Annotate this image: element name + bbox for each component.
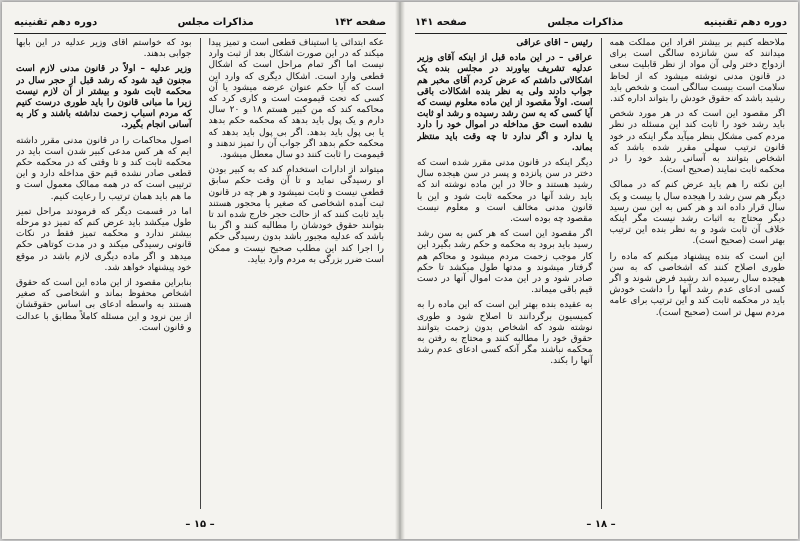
left-page-footer: – ۱۵ – bbox=[185, 519, 215, 530]
right-page-header bbox=[415, 14, 787, 30]
left-page-title: مذاکرات مجلس bbox=[177, 16, 254, 28]
paragraph: بنابراین مقصود از این ماده این است که حقوق اشخاص محفوظ بماند و اشخاصی که صغیر هستند به واسطه ادعای بی اساس حقوقشان از بین نرود و این مسئله کاملاً مطابق با عدالت و قانون است. bbox=[16, 278, 192, 333]
left-page-number: صفحه ۱۴۲ bbox=[334, 16, 386, 28]
left-header-rule bbox=[14, 33, 386, 34]
right-page bbox=[407, 2, 795, 539]
left-page-session: دوره دهم تقنینیه bbox=[14, 16, 98, 28]
speaker-paragraph: وزیر عدلیه – اولاً در قانون مدنی لازم است مجنون قید شود که رشد قبل از حجر سال در محکمه ثابت شود و بیشتر از آن لازم نیست زیرا ما مبانی قانون را باید طوری درست کنیم که مردم اسباب زحمت نداشته باشند و کار به آسانی انجام بگیرد. bbox=[16, 64, 192, 131]
left-page-column-left bbox=[16, 38, 194, 509]
paragraph: ملاحظه کنیم بر بیشتر افراد این مملکت همه میدانند که سن شانزده سالگی است برای ازدواج دختر ولی آن مواد از نظر قابلیت سعی در قانون مدنی نوشته میشود که از لحاظ سلامت است بیست سالگی است و شخص باید رشید باشد که حقوق خودش را بتواند اداره کند. bbox=[609, 38, 785, 105]
paragraph: دیگر اینکه در قانون مدنی مقرر شده است که دختر در سن پانزده و پسر در سن هیجده سال رشید هستند و حالا در این ماده نوشته اند که باید رشد آنها در محکمه ثابت شود و این با قانون مدنی مخالف است و معلوم نیست مقصود چه بوده است. bbox=[417, 158, 593, 225]
right-page-column-right bbox=[608, 38, 786, 509]
paragraph: بود که خواستم آقای وزیر عدلیه در این بابها جوابی بدهند. bbox=[16, 38, 192, 60]
right-page-number: صفحه ۱۴۱ bbox=[415, 16, 467, 28]
speaker-paragraph: عراقی – در این ماده قبل از اینکه آقای وزیر عدلیه تشریف بیاورند در مجلس بنده یک اشکالاتی داشتم که عرض کردم آقای مخبر هم جواب دادند ولی به نظر بنده اشکالات باقی است. اولاً مقصود از این ماده معلوم نیست که آیا کسی که به سن رشد رسیده و رشد او ثابت نشده است حق مداخله در اموال خود را دارد یا ندارد و اگر ندارد تا چه وقت باید منتظر بماند. bbox=[417, 53, 593, 153]
left-page-body bbox=[16, 38, 384, 509]
right-header-rule bbox=[415, 33, 787, 34]
left-page-column-right bbox=[207, 38, 385, 509]
right-page-footer: – ۱۸ – bbox=[586, 519, 616, 530]
column-divider bbox=[601, 38, 602, 509]
paragraph: اگر مقصود این است که در هر مورد شخص باید رشد خود را ثابت کند این مسئله در نظر مردم کمی مشکل بنظر میآید مگر اینکه در خود قانون ترتیب سهلی مقرر شده باشد که اشخاص بتوانند به آسانی رشد خود را در محکمه ثابت نمایند (صحیح است). bbox=[609, 109, 785, 176]
paragraph: اما در قسمت دیگر که فرمودند مراحل تمیز طول میکشد باید عرض کنم که تمیز دو مرحله بیشتر ندارد و محکمه تمیز فقط در نکات قانونی رسیدگی میکند و در مدت کوتاهی حکم میدهد و اگر ماده دیگری لازم باشد در موقع خود پیشنهاد خواهد شد. bbox=[16, 206, 192, 273]
right-page-title: مذاکرات مجلس bbox=[547, 16, 624, 28]
left-page bbox=[6, 2, 394, 539]
book-spread bbox=[2, 2, 798, 539]
paragraph: این است که بنده پیشنهاد میکنم که ماده را طوری اصلاح کنند که اشخاصی که به سن هیجده سال رسیده اند رشید فرض شوند و اگر کسی ادعای عدم رشد آنها را داشت خودش باید در محکمه ثابت کند و این ترتیب برای عامه مردم سهل تر است (صحیح است). bbox=[609, 251, 785, 318]
right-page-session: دوره دهم تقنینیه bbox=[703, 16, 787, 28]
column-divider bbox=[200, 38, 201, 509]
left-page-header bbox=[14, 14, 386, 30]
paragraph: عکه ابتدائی یا استیناف قطعی است و تمیز پیدا میکند که در این صورت اشکال بعد از ثبت وارد نیست اما اگر تمام مراحل است که اشکال قطعی وارد است. اشکال دیگری که وارد این است که آیا حکم عنوان عرضه میشود یا آن کسی که تحت قیمومت است و کاری کرد که محاکمه کند که من کبیر هستم ۱۸ و ۲۰ سال دارم و یک پول باید بدهد که محکمه حکم بدهد یا بی پول باید بدهد. اگر بی پول باید بدهد که محکمه حکم بدهد اگر جواب آن را تمیز ندهند و قیمومت را ثابت کنند دو سال معطل میشود. bbox=[208, 38, 384, 161]
paragraph: این نکته را هم باید عرض کنم که در ممالک دیگر هم سن رشد را هیجده سال یا بیست و یک سال قرار داده اند و هر کس به این سن رسید دیگر محتاج به اثبات رشد نیست مگر اینکه خلاف آن ثابت شود و به نظر بنده این ترتیب بهتر است (صحیح است). bbox=[609, 180, 785, 247]
paragraph: اگر مقصود این است که هر کس به سن رشد رسید باید برود به محکمه و حکم رشد بگیرد این کار موجب زحمت مردم میشود و محاکم هم گرفتار میشوند و مدتها طول میکشد تا حکم صادر شود و در این مدت اموال آنها در دست قیم باقی میماند. bbox=[417, 229, 593, 296]
paragraph: اصول محاکمات را در قانون مدنی مقرر داشته ایم که هر کس مدعی کبیر شدن است باید در محکمه ثابت کند و تا وقتی که در محکمه حکم قطعی صادر نشده قیم حق مداخله دارد و این ترتیبی است که در همه ممالک معمول است و ما هم باید همان ترتیب را رعایت کنیم. bbox=[16, 135, 192, 202]
right-page-column-left bbox=[417, 38, 595, 509]
paragraph: به عقیده بنده بهتر این است که این ماده را به کمیسیون برگردانند تا اصلاح شود و طوری نوشته شود که اشخاص بدون زحمت بتوانند حقوق خود را مطالبه کنند و محتاج به رفتن به محکمه نباشند مگر آنکه کسی ادعای عدم رشد آنها را بکند. bbox=[417, 300, 593, 367]
book-gutter bbox=[395, 2, 405, 539]
speaker-heading: رئیس – آقای عراقی bbox=[516, 38, 593, 48]
paragraph: میتواند از ادارات استخدام کند که به کبیر بودن او رسیدگی نماید و تا آن وقت حکم سابق قطعی نیست و ثابت نمیشود و هر چه در قانون ثبت آمده اشخاصی که صغیر یا محجور هستند باید ثابت کنند که از حالت حجر خارج شده اند تا بتوانند حقوق خودشان را مطالبه کنند و اگر بنا باشد که عدلیه مجبور باشد بدون رسیدگی حکم را اجرا کند این مطلب صحیح نیست و ممکن است ضرر بزرگی به مردم وارد بیاید. bbox=[208, 165, 384, 265]
right-page-body bbox=[417, 38, 785, 509]
